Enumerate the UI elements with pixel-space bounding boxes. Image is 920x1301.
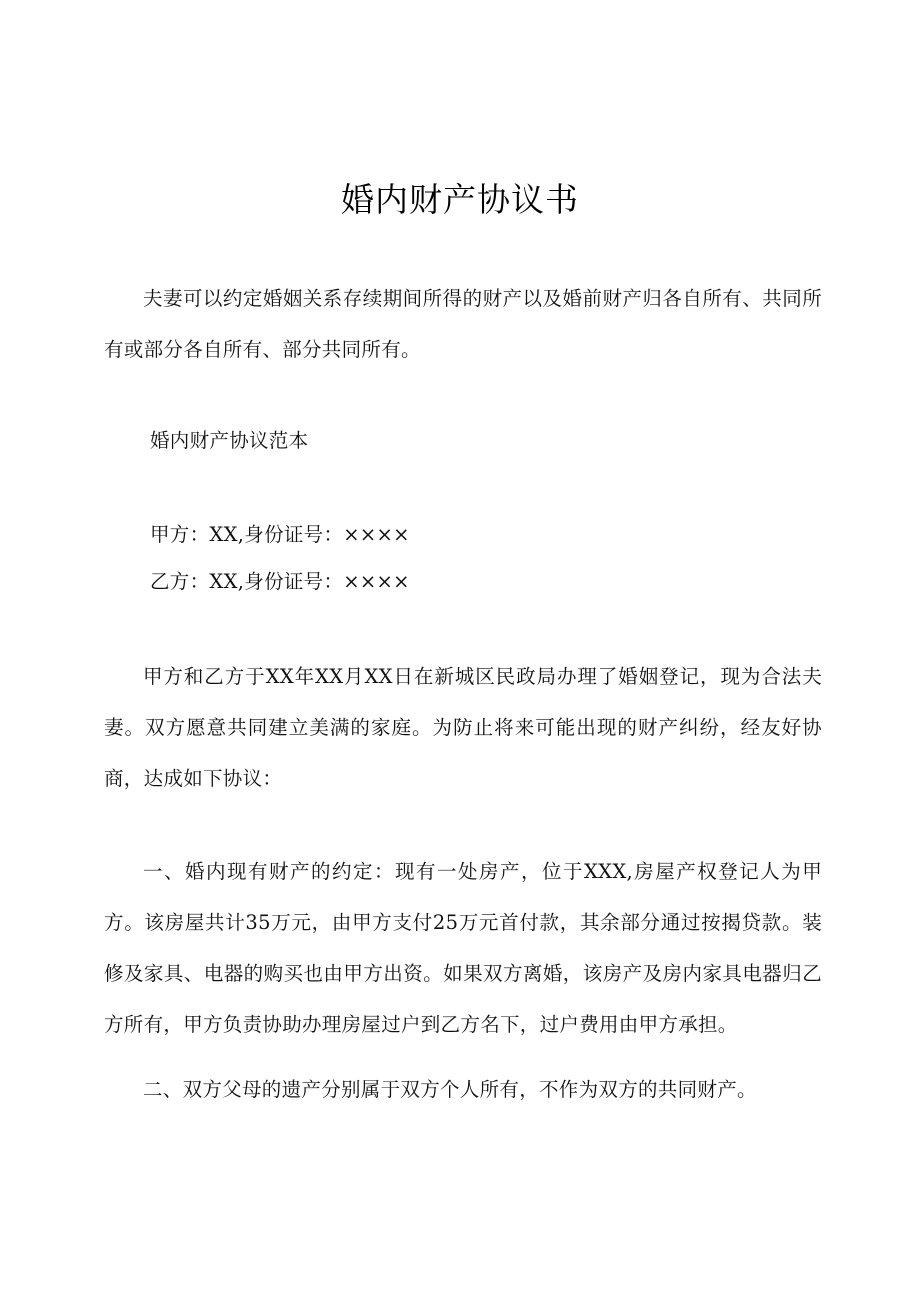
clause-1-paragraph: 一、婚内现有财产的约定：现有一处房产，位于XXX,房屋产权登记人为甲方。该房屋共计35万元，由甲方支付25万元首付款，其余部分通过按揭贷款。装修及家具、电器的购买也由甲方出资。如果双方离婚，该房产及房内家具电器归乙方所有，甲方负责协助办理房屋过户到乙方名下，过户费用由甲方承担。	[104, 860, 822, 1036]
preamble-paragraph: 甲方和乙方于XX年XX月XX日在新城区民政局办理了婚姻登记，现为合法夫妻。双方愿意共同建立美满的家庭。为防止将来可能出现的财产纠纷，经友好协商，达成如下协议：	[104, 665, 822, 790]
clause-2-paragraph: 二、双方父母的遗产分别属于双方个人所有，不作为双方的共同财产。	[143, 1078, 757, 1101]
party-a-line: 甲方：XX,身份证号：××××	[150, 523, 410, 546]
sample-heading: 婚内财产协议范本	[150, 429, 309, 452]
document-title: 婚内财产协议书	[341, 180, 579, 219]
intro-paragraph: 夫妻可以约定婚姻关系存续期间所得的财产以及婚前财产归各自所有、共同所有或部分各自所有、部分共同所有。	[104, 287, 822, 361]
party-b-line: 乙方：XX,身份证号：××××	[150, 570, 410, 593]
